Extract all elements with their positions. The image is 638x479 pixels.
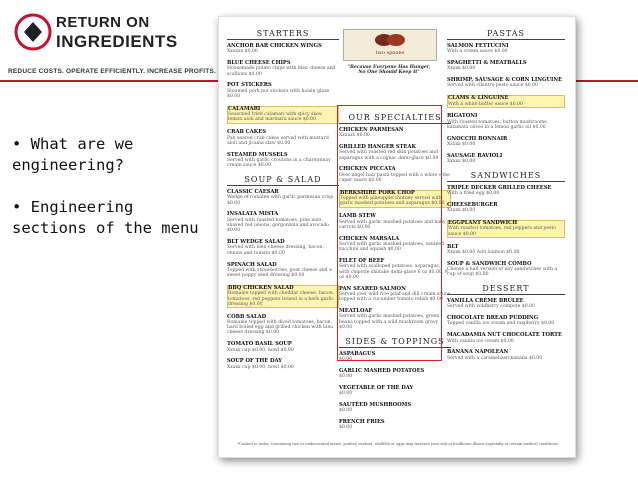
menu-item <box>447 137 565 148</box>
menu-item-name: GNOCCHI BONNAIR <box>447 135 508 142</box>
menu-item-name: MEATLOAF <box>339 308 373 315</box>
menu-item-description: Served over wild rice pilaf and dill cream sauce topped with a cucumber tomato relish $0.00 <box>339 292 451 303</box>
menu-item-description: Xxxxx $0.00 <box>447 208 476 214</box>
menu-item <box>227 83 339 99</box>
menu-item-description: Xxxxxx $0.00 <box>339 133 370 139</box>
menu-column-left <box>227 27 339 376</box>
highlighted-menu-item <box>227 106 339 124</box>
menu-item-name: BLT <box>447 243 459 250</box>
menu-item-name: CRAB CAKES <box>227 129 267 136</box>
menu-item-description: $0.00 <box>339 391 353 397</box>
menu-item-name: FRENCH FRIES <box>339 419 385 426</box>
menu-item-name: SPINACH SALAD <box>227 261 277 268</box>
menu-item-name: SAUSAGE RAVIOLI <box>447 152 503 159</box>
menu-section-title: STARTERS <box>227 29 339 40</box>
menu-item-name: LAMB STEW <box>339 213 376 220</box>
company-logo <box>6 6 216 76</box>
menu-column-right <box>447 27 565 367</box>
menu-item <box>447 114 565 130</box>
menu-item-description: Wedge of romaine with garlic parmesan crisp $0.00 <box>227 195 334 206</box>
menu-item-description: Topped with pineapple chutney served with garlic mashed potatoes and asparagus $0.00 <box>340 196 445 207</box>
menu-item <box>227 315 339 336</box>
menu-item <box>227 342 339 353</box>
specialties-highlight-box <box>337 105 442 361</box>
menu-item <box>447 44 565 55</box>
menu-item-description: Served with bleu cheese dressing, bacon, onions and tomato $0.00 <box>227 245 324 256</box>
menu-item-name: ASPARAGUS <box>339 350 376 357</box>
menu-item <box>447 61 565 72</box>
menu-item-name: CHICKEN MARSALA <box>339 235 400 242</box>
menu-item-name: ANCHOR BAR CHICKEN WINGS <box>227 43 322 49</box>
menu-item-description: Xxxxx $0.00 Add Salmon $0.00 <box>447 249 520 255</box>
menu-item-name: MACADAMIA NUT CHOCOLATE TORTE <box>447 332 562 339</box>
menu-item-description: Served with scalloped potatoes, asparagus, with chipotle shiitake demi-glace 6 oz $0.00, 9 oz $0.00 <box>339 264 448 280</box>
spoons-icon <box>344 30 436 50</box>
menu-item-description: Served with garlic mashed potatoes, green beans topped with a wild mushroom gravy $0.00 <box>339 314 440 331</box>
menu-item-name: GARLIC MASHED POTATOES <box>339 367 425 374</box>
menu-item-description: Served with a caramelized banana $0.00 <box>447 355 543 361</box>
menu-item-description: With a white butter sauce $0.00 <box>448 101 523 107</box>
menu-item-description: Served with roasted tomatoes, pine nuts, shaved red onions, gorgonzola and avocado $0.00 <box>227 217 329 234</box>
menu-item-description: With a cream sauce $0.00 <box>447 49 508 55</box>
menu-item-name: VEGETABLE OF THE DAY <box>339 385 414 391</box>
menu-item-name: CHOCOLATE BREAD PUDDING <box>447 315 539 322</box>
menu-item-name: GRILLED HANGER STEAK <box>339 144 416 151</box>
menu-item-name: POT STICKERS <box>227 82 272 89</box>
menu-item-name: SHRIMP, SAUSAGE & CORN LINGUINE <box>447 77 563 84</box>
menu-item-name: CLAMS & LINGUINE <box>448 95 509 102</box>
menu-item-name: BLUE CHEESE CHIPS <box>227 60 291 67</box>
menu-section-title: SOUP & SALAD <box>227 175 339 186</box>
menu-item-description: Housemade potato chips with bleu cheese and scallions $0.00 <box>227 66 336 77</box>
menu-item-description: With vanilla ice cream $0.00 <box>447 338 514 344</box>
menu-item-description: Xxxxx $0.00 <box>447 142 476 148</box>
menu-item-name: BERKSHIRE PORK CHOP <box>340 189 415 196</box>
menu-item-description: Served with roasted red skin potatoes and asparagus with a cognac demi-glace $0.00 <box>339 150 439 161</box>
menu-item-description: $0.00 <box>339 374 353 380</box>
menu-item-name: SOUP & SANDWICH COMBO <box>447 260 532 267</box>
menu-item-description: Xxxxx cup $0.00, bowl $0.00 <box>227 347 294 353</box>
menu-item-name: CALAMARI <box>228 105 261 112</box>
menu-item-name: CHICKEN PARMESAN <box>339 127 404 133</box>
menu-item <box>447 78 565 89</box>
menu-item <box>447 333 565 344</box>
bullet-item: • What are we engineering? <box>12 135 134 174</box>
menu-section-title: OUR SPECIALTIES <box>339 113 451 124</box>
menu-item-name: SOUP OF THE DAY <box>227 358 282 365</box>
menu-item-name: STEAMED MUSSELS <box>227 151 288 158</box>
menu-item-description: Served with garlic mashed potatoes, sautéed zucchini and squash $0.00 <box>339 241 444 253</box>
menu-item <box>227 130 339 146</box>
highlighted-menu-item <box>227 285 339 308</box>
menu-item-description: Served with wildberry compote $0.00 <box>447 304 535 310</box>
menu-item-description: With a fried egg $0.00 <box>447 191 500 197</box>
restaurant-brand-logo <box>343 29 437 61</box>
menu-item-description: Xxxxx cup $0.00, bowl $0.00 <box>227 364 294 370</box>
menu-item <box>227 212 339 233</box>
menu-item-name: CHEESEBURGER <box>447 202 498 209</box>
menu-item-name: TRIPLE DECKER GRILLED CHEESE <box>447 184 552 191</box>
highlighted-menu-item <box>447 95 565 108</box>
menu-item-name: BANANA NAPOLEAN <box>447 349 509 356</box>
menu-section-title: SANDWICHES <box>447 171 565 182</box>
menu-item <box>447 350 565 361</box>
menu-item <box>447 203 565 214</box>
highlighted-menu-item <box>447 220 565 238</box>
menu-item <box>227 153 339 169</box>
menu-item-description: Over angel hair pasta topped with a white wine caper sauce $0.00 <box>339 172 450 184</box>
menu-item-name: BLT WEDGE SALAD <box>227 239 285 246</box>
bullet-item: • Engineering sections of the menu <box>12 198 199 237</box>
menu-item <box>227 240 339 256</box>
menu-item-description: Choose a half version of any sandwiches with a cup of soup $0.00 <box>447 266 558 278</box>
menu-item <box>447 245 565 256</box>
menu-item <box>447 316 565 327</box>
menu-item-description: Seasoned fried calamari with spicy slaw, lemon aioli and marinara sauce $0.00 <box>228 112 323 123</box>
menu-item-description: Served with cilantro pesto sauce $0.00 <box>447 83 538 89</box>
menu-item <box>447 154 565 165</box>
menu-item-name: CLASSIC CAESAR <box>227 189 279 196</box>
logo-line-2: INGREDIENTS <box>56 32 178 51</box>
menu-item-description: Steamed pork pot stickers with hoisin glaze $0.00 <box>227 88 330 100</box>
menu-item-description: Xxxxxx $0.00 <box>227 49 258 55</box>
menu-item-description: Romaine topped with diced tomatoes, bacon, hard boiled egg and grilled chicken with bleu cheese dressing $0.00 <box>227 319 334 336</box>
bullet-list <box>12 134 212 260</box>
menu-item <box>227 190 339 206</box>
menu-item-description: $0.00 <box>339 357 353 363</box>
menu-item-name: INSALATA MISTA <box>227 211 279 218</box>
menu-item-description: With roasted tomatoes, red peppers and pesto sauce $0.00 <box>448 226 557 237</box>
menu-item-name: BBQ CHICKEN SALAD <box>228 284 294 291</box>
menu-item <box>447 299 565 310</box>
menu-item-name: SAUTÉED MUSHROOMS <box>339 402 412 409</box>
menu-item-name: EGGPLANT SANDWICH <box>448 220 518 227</box>
menu-item <box>227 61 339 77</box>
menu-item-name: RIGATONI <box>447 113 478 120</box>
menu-section-title: DESSERT <box>447 284 565 295</box>
menu-item <box>447 186 565 197</box>
menu-item-name: TOMATO BASIL SOUP <box>227 341 292 348</box>
menu-item-description: With roasted tomatoes, button mushrooms, kalamata olives in a lemon garlic oil $0.00 <box>447 119 549 130</box>
menu-item-name: SALMON FETTUCINI <box>447 43 509 49</box>
menu-item <box>447 262 565 278</box>
menu-item-description: $0.00 <box>339 425 353 431</box>
menu-item-description: Xxxxx $0.00 <box>447 159 476 165</box>
logo-line-1: RETURN ON <box>56 14 150 31</box>
menu-item-name: SPAGHETTI & MEATBALLS <box>447 60 527 67</box>
brand-name: two spoons <box>375 50 405 56</box>
menu-item-description: Topped with strawberries, goat cheese and a sweet poppy seed dressing $0.00 <box>227 267 332 279</box>
menu-item <box>339 386 451 397</box>
menu-item-name: FILET OF BEEF <box>339 258 385 265</box>
menu-item <box>339 403 451 414</box>
menu-footer-note: *Cooked to order. Consuming raw or undercooked meats, poultry, seafood, shellfish or eggs may increase your risk of foodborne illness especially in certain medical conditions. <box>237 442 559 446</box>
menu-item-description: Served with garlic mashed potatoes and baby carrots $0.00 <box>339 219 446 230</box>
menu-item-name: CHICKEN PICCATA <box>339 166 396 173</box>
menu-item <box>227 359 339 370</box>
menu-item <box>227 44 339 55</box>
menu-item-name: VANILLA CRÈME BRULEE <box>447 298 524 305</box>
menu-item-description: Served with garlic croutons in a chardonnay cream sauce $0.00 <box>227 157 331 169</box>
logo-mark-icon <box>14 12 52 52</box>
menu-item-description: Romaine topped with cheddar cheese, bacon, tomatoes, red peppers tossed in a herb garlic dressing $0.00 <box>228 291 335 307</box>
menu-item-name: PAN SEARED SALMON <box>339 285 406 292</box>
menu-item-description: Topped vanilla ice cream and raspberry $0.00 <box>447 321 555 327</box>
menu-item <box>339 420 451 431</box>
menu-item <box>227 263 339 279</box>
logo-tagline: REDUCE COSTS. OPERATE EFFICIENTLY. INCREASE PROFITS. <box>8 68 216 75</box>
menu-item-description: $0.00 <box>339 408 353 414</box>
menu-item-name: COBB SALAD <box>227 313 267 320</box>
menu-image <box>218 16 576 458</box>
brand-quote: "Because Everyone Has Hunger, No One Should Keep It" <box>347 65 431 76</box>
menu-item-description: Pan seared crab cakes served with mustard aioli and jicama slaw $0.00 <box>227 135 329 146</box>
menu-item <box>339 369 451 380</box>
menu-item-description: Xxxxx $0.00 <box>447 66 476 72</box>
menu-section-title: PASTAS <box>447 29 565 40</box>
menu-section-title: SIDES & TOPPINGS <box>339 337 451 348</box>
